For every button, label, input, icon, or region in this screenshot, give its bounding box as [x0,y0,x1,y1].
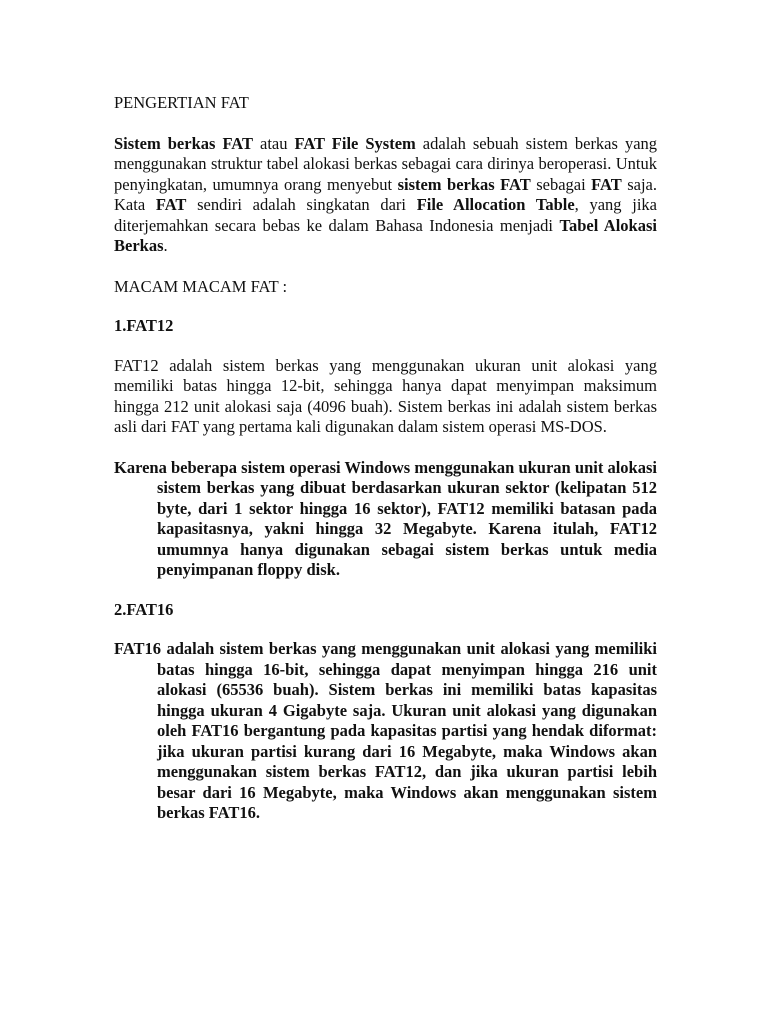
term-file-allocation-table: File Allocation Table [416,195,575,214]
text-span: sebagai [530,174,592,194]
fat16-description: FAT16 adalah sistem berkas yang menggunakan unit alokasi yang memiliki batas hingga 16-bit, sehingga dapat menyimpan hingga 216 unit alokasi (65536 buah). Sistem berkas ini memiliki batas kapasitas hingga ukuran 4 Gigabyte saja. Ukuran unit alokasi yang digunakan oleh FAT16 bergantung pada kapasitas partisi yang hendak diformat: jika ukuran partisi kurang dari 16 Megabyte, maka Windows akan menggunakan sistem berkas FAT12, dan jika ukuran partisi lebih besar dari 16 Megabyte, maka Windows akan menggunakan sistem berkas FAT16. [114,639,657,822]
term-sistem-berkas-fat-2: sistem berkas FAT [397,174,531,194]
fat12-windows-note: Karena beberapa sistem operasi Windows menggunakan ukuran unit alokasi sistem berkas yang dibuat berdasarkan ukuran sektor (kelipatan 512 byte, dari 1 sektor hingga 16 sektor), FAT12 memiliki batasan pada kapasitasnya, yakni hingga 32 Megabyte. Karena itulah, FAT12 umumnya hanya digunakan sebagai sistem berkas untuk media penyimpanan floppy disk. [114,457,657,579]
intro-paragraph [114,134,657,257]
text-span: , yang jika diterjemahkan secara bebas ke dalam Bahasa Indonesia menjadi [114,195,657,235]
text-span: atau [253,133,295,153]
term-tabel-alokasi-berkas: Tabel Alokasi Berkas [114,215,657,255]
text-span: . [163,236,168,255]
fat12-heading: 1.FAT12 [114,316,174,335]
types-heading: MACAM MACAM FAT : [114,276,288,296]
text-span: adalah sebuah sistem berkas yang menggunakan struktur tabel alokasi berkas sebagai cara dirinya beroperasi. Untuk penyingkatan, umumnya orang menyebut [114,133,658,194]
term-fat-file-system: FAT File System [294,133,416,153]
text-span: sendiri adalah singkatan dari [186,195,417,214]
term-sistem-berkas-fat: Sistem berkas FAT [114,133,253,153]
term-fat-2: FAT [155,195,187,214]
term-fat: FAT [591,174,622,194]
document-title: PENGERTIAN FAT [114,93,249,112]
fat16-heading: 2.FAT16 [114,599,174,619]
fat12-description: FAT12 adalah sistem berkas yang menggunakan ukuran unit alokasi yang memiliki batas hingga 12-bit, sehingga hanya dapat menyimpan maksimum hingga 212 unit alokasi saja (4096 buah). Sistem berkas ini adalah sistem berkas asli dari FAT yang pertama kali digunakan dalam sistem operasi MS-DOS. [114,355,657,436]
text-span: saja. Kata [114,174,657,214]
